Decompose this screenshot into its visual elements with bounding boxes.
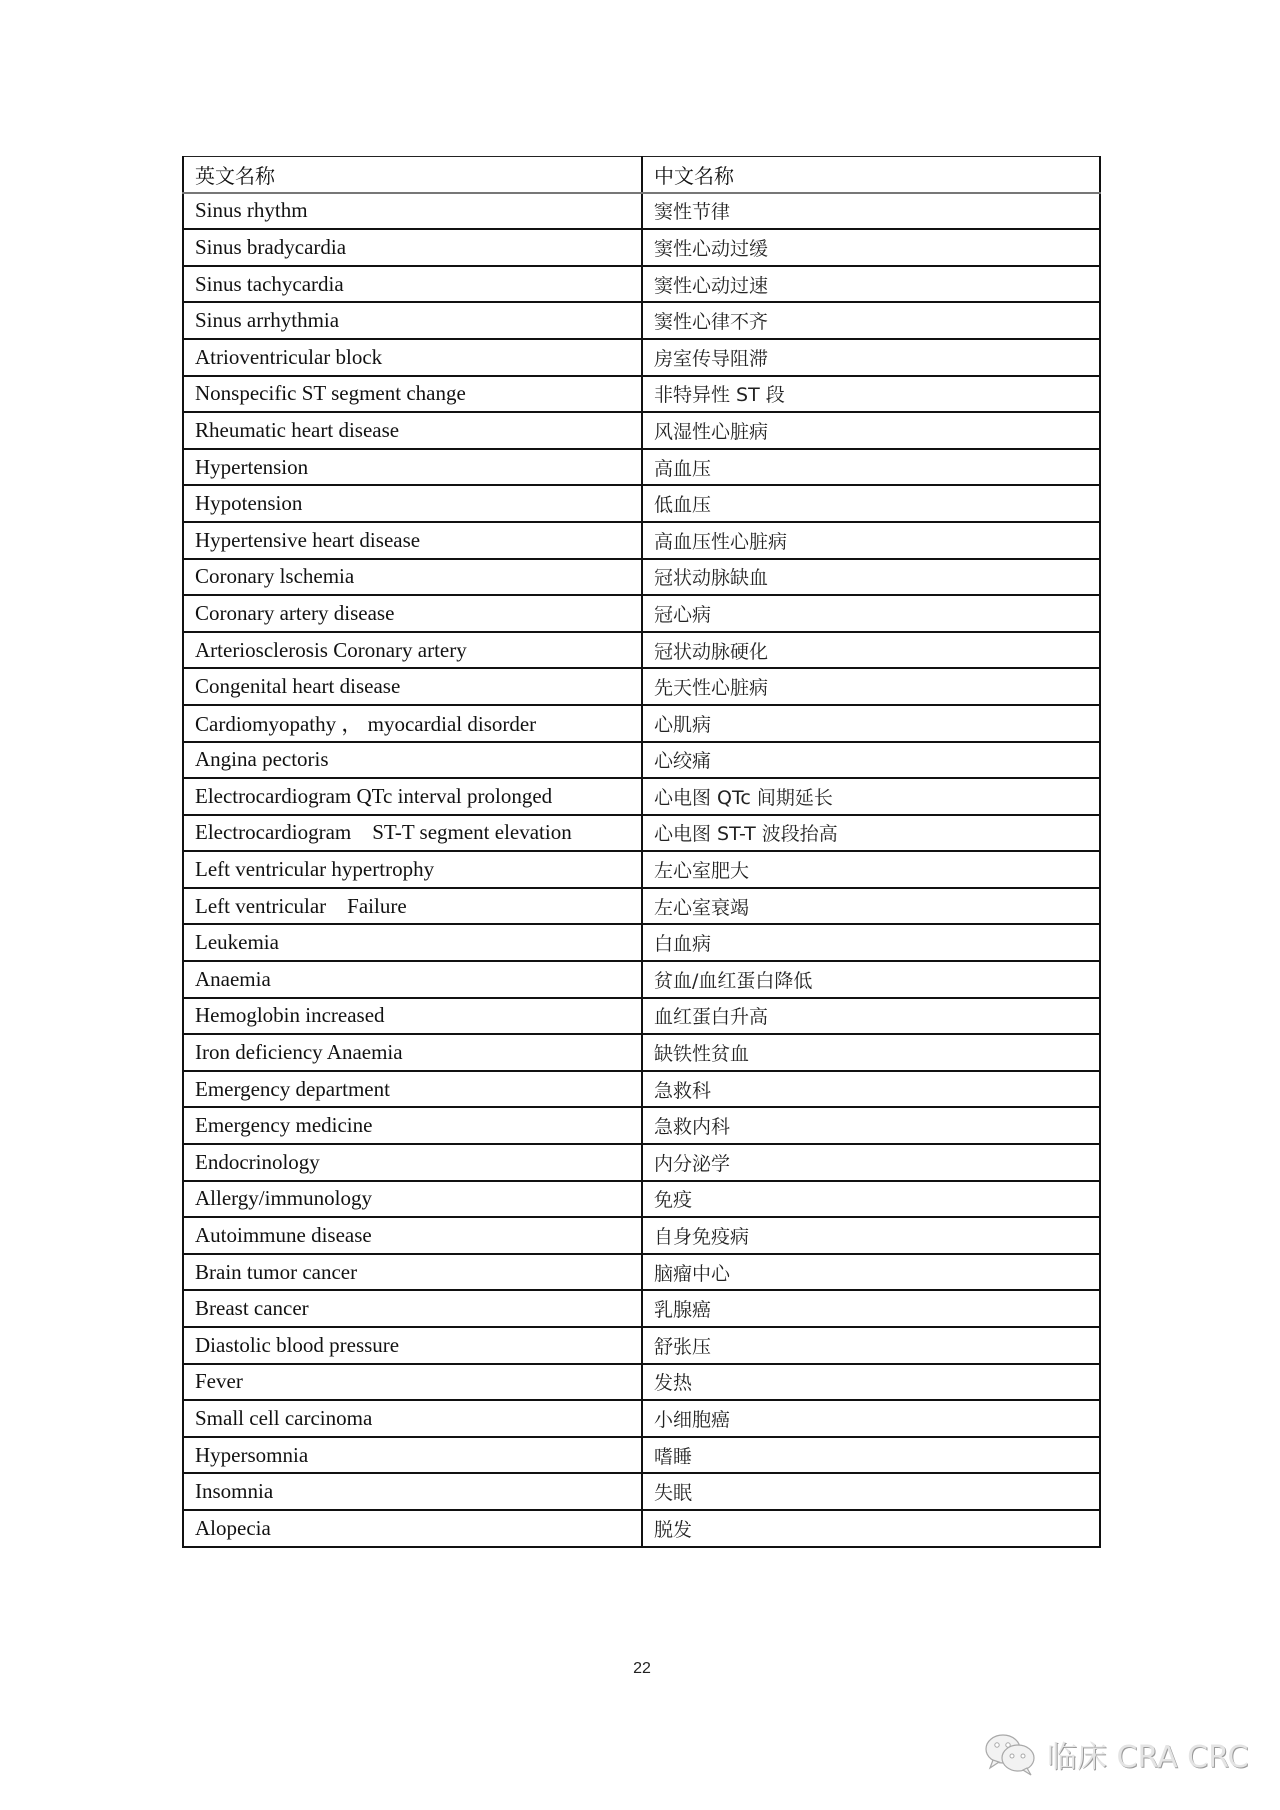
table-row (183, 888, 1100, 925)
table-row (183, 1144, 1100, 1181)
table-row (183, 632, 1100, 669)
table-row (183, 1181, 1100, 1218)
english-term-cell: Leukemia (183, 924, 642, 961)
english-term-cell: Hypersomnia (183, 1437, 642, 1474)
chinese-term-cell: 心电图 ST-T 波段抬高 (642, 815, 1100, 852)
english-term-cell: Sinus arrhythmia (183, 302, 642, 339)
chinese-term-cell: 自身免疫病 (642, 1217, 1100, 1254)
english-term-cell: Fever (183, 1364, 642, 1401)
table-row (183, 961, 1100, 998)
english-term-cell: Emergency medicine (183, 1107, 642, 1144)
english-term-cell: Left ventricular Failure (183, 888, 642, 925)
english-term-cell: Left ventricular hypertrophy (183, 851, 642, 888)
english-term-cell: Hypertension (183, 449, 642, 486)
chinese-term-cell: 免疫 (642, 1181, 1100, 1218)
chinese-term-cell: 冠心病 (642, 595, 1100, 632)
english-term-cell: Cardiomyopathy ， myocardial disorder (183, 705, 642, 742)
english-term-cell: Nonspecific ST segment change (183, 376, 642, 413)
chinese-term-cell: 失眠 (642, 1473, 1100, 1510)
chinese-term-cell: 高血压 (642, 449, 1100, 486)
chinese-term-cell: 急救内科 (642, 1107, 1100, 1144)
chinese-term-cell: 血红蛋白升高 (642, 998, 1100, 1035)
table-row (183, 1217, 1100, 1254)
table-row (183, 1510, 1100, 1547)
english-term-cell: Atrioventricular block (183, 339, 642, 376)
chinese-term-cell: 窦性节律 (642, 193, 1100, 230)
chinese-term-cell: 左心室衰竭 (642, 888, 1100, 925)
english-term-cell: Hemoglobin increased (183, 998, 642, 1035)
english-term-cell: Small cell carcinoma (183, 1400, 642, 1437)
table-row (183, 998, 1100, 1035)
chinese-term-cell: 嗜睡 (642, 1437, 1100, 1474)
english-term-cell: Anaemia (183, 961, 642, 998)
table-row (183, 266, 1100, 303)
english-term-cell: Rheumatic heart disease (183, 412, 642, 449)
table-row (183, 1364, 1100, 1401)
english-term-cell: Angina pectoris (183, 742, 642, 779)
chinese-term-cell: 贫血/血红蛋白降低 (642, 961, 1100, 998)
english-term-cell: Coronary lschemia (183, 559, 642, 596)
table-row (183, 449, 1100, 486)
chinese-term-cell: 脑瘤中心 (642, 1254, 1100, 1291)
table-row (183, 339, 1100, 376)
table-row (183, 1107, 1100, 1144)
header-chinese-name: 中文名称 (642, 157, 1100, 193)
wechat-icon (983, 1732, 1039, 1776)
english-term-cell: Emergency department (183, 1071, 642, 1108)
table-row (183, 376, 1100, 413)
table-row (183, 522, 1100, 559)
table-row (183, 485, 1100, 522)
table-row (183, 778, 1100, 815)
chinese-term-cell: 窦性心动过速 (642, 266, 1100, 303)
english-term-cell: Iron deficiency Anaemia (183, 1034, 642, 1071)
table-row (183, 229, 1100, 266)
table-row (183, 851, 1100, 888)
chinese-term-cell: 风湿性心脏病 (642, 412, 1100, 449)
table-row (183, 412, 1100, 449)
page-number: 22 (633, 1660, 651, 1677)
table-row (183, 815, 1100, 852)
chinese-term-cell: 小细胞癌 (642, 1400, 1100, 1437)
english-term-cell: Autoimmune disease (183, 1217, 642, 1254)
chinese-term-cell: 乳腺癌 (642, 1290, 1100, 1327)
table-row (183, 1473, 1100, 1510)
watermark-text: 临床 CRA CRC (1047, 1740, 1249, 1775)
chinese-term-cell: 急救科 (642, 1071, 1100, 1108)
chinese-term-cell: 冠状动脉硬化 (642, 632, 1100, 669)
table-row (183, 705, 1100, 742)
chinese-term-cell: 房室传导阻滞 (642, 339, 1100, 376)
english-term-cell: Electrocardiogram QTc interval prolonged (183, 778, 642, 815)
chinese-term-cell: 缺铁性贫血 (642, 1034, 1100, 1071)
chinese-term-cell: 高血压性心脏病 (642, 522, 1100, 559)
chinese-term-cell: 冠状动脉缺血 (642, 559, 1100, 596)
table-row (183, 742, 1100, 779)
table-row (183, 1071, 1100, 1108)
english-term-cell: Sinus rhythm (183, 193, 642, 230)
chinese-term-cell: 非特异性 ST 段 (642, 376, 1100, 413)
chinese-term-cell: 内分泌学 (642, 1144, 1100, 1181)
english-term-cell: Insomnia (183, 1473, 642, 1510)
table-row (183, 193, 1100, 230)
chinese-term-cell: 窦性心动过缓 (642, 229, 1100, 266)
table-body (183, 193, 1100, 1547)
chinese-term-cell: 舒张压 (642, 1327, 1100, 1364)
english-term-cell: Hypertensive heart disease (183, 522, 642, 559)
table-row (183, 1034, 1100, 1071)
english-term-cell: Endocrinology (183, 1144, 642, 1181)
table-row (183, 1437, 1100, 1474)
chinese-term-cell: 白血病 (642, 924, 1100, 961)
table-row (183, 559, 1100, 596)
chinese-term-cell: 心肌病 (642, 705, 1100, 742)
table-row (183, 1327, 1100, 1364)
chinese-term-cell: 窦性心律不齐 (642, 302, 1100, 339)
chinese-term-cell: 先天性心脏病 (642, 668, 1100, 705)
english-term-cell: Electrocardiogram ST-T segment elevation (183, 815, 642, 852)
english-term-cell: Congenital heart disease (183, 668, 642, 705)
table-row (183, 668, 1100, 705)
table-row (183, 1400, 1100, 1437)
english-term-cell: Alopecia (183, 1510, 642, 1547)
chinese-term-cell: 发热 (642, 1364, 1100, 1401)
english-term-cell: Allergy/immunology (183, 1181, 642, 1218)
english-term-cell: Coronary artery disease (183, 595, 642, 632)
english-term-cell: Brain tumor cancer (183, 1254, 642, 1291)
english-term-cell: Sinus bradycardia (183, 229, 642, 266)
table-row (183, 595, 1100, 632)
chinese-term-cell: 左心室肥大 (642, 851, 1100, 888)
term-table (182, 156, 1101, 1548)
table-row (183, 1290, 1100, 1327)
english-term-cell: Sinus tachycardia (183, 266, 642, 303)
watermark (983, 1734, 1248, 1774)
english-term-cell: Breast cancer (183, 1290, 642, 1327)
chinese-term-cell: 心绞痛 (642, 742, 1100, 779)
table-row (183, 1254, 1100, 1291)
chinese-term-cell: 低血压 (642, 485, 1100, 522)
chinese-term-cell: 脱发 (642, 1510, 1100, 1547)
chinese-term-cell: 心电图 QTc 间期延长 (642, 778, 1100, 815)
table-header-row (183, 157, 1100, 193)
table-row (183, 302, 1100, 339)
english-term-cell: Hypotension (183, 485, 642, 522)
table-row (183, 924, 1100, 961)
header-english-name: 英文名称 (183, 157, 642, 193)
english-term-cell: Arteriosclerosis Coronary artery (183, 632, 642, 669)
english-term-cell: Diastolic blood pressure (183, 1327, 642, 1364)
